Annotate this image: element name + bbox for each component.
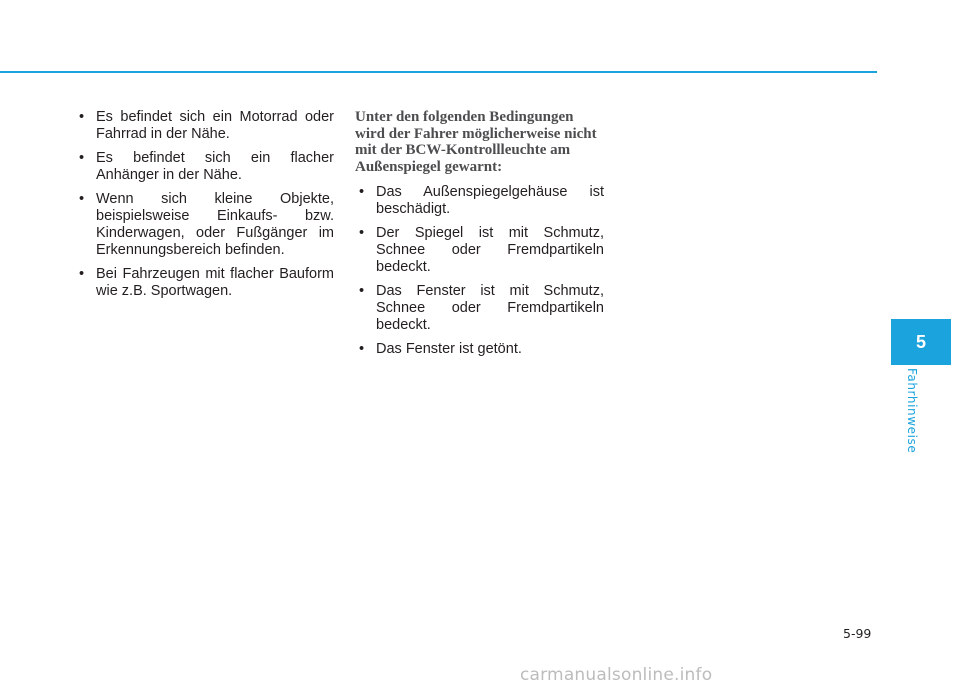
list-item: • Wenn sich kleine Objekte, beispielsweise Einkaufs- bzw. Kinderwagen, oder Fußgänger im Erkennungsbereich befinden. [75,191,334,259]
chapter-label: Fahrhinweise [905,368,919,454]
section-heading: Unter den folgenden Bedingungen wird der Fahrer möglicherweise nicht mit der BCW-Kontrollleuchte am Außenspiegel gewarnt: [355,109,597,175]
condition-list-right [355,184,604,358]
list-item: • Bei Fahrzeugen mit flacher Bauform wie z.B. Sportwagen. [75,266,334,300]
header-rule [0,71,877,73]
list-item: • Das Fenster ist mit Schmutz, Schnee oder Fremdpartikeln bedeckt. [355,283,604,334]
list-item: • Der Spiegel ist mit Schmutz, Schnee oder Fremdpartikeln bedeckt. [355,225,604,276]
page-number: 5-99 [843,626,872,641]
list-item: • Es befindet sich ein flacher Anhänger in der Nähe. [75,150,334,184]
condition-list-left [75,109,334,300]
list-item: • Es befindet sich ein Motorrad oder Fahrrad in der Nähe. [75,109,334,143]
list-item: • Das Fenster ist getönt. [355,341,604,358]
list-item: • Das Außenspiegelgehäuse ist beschädigt. [355,184,604,218]
chapter-tab: 5 [891,319,951,365]
left-column [75,109,334,307]
right-column [355,109,604,365]
watermark: carmanualsonline.info [520,665,713,685]
